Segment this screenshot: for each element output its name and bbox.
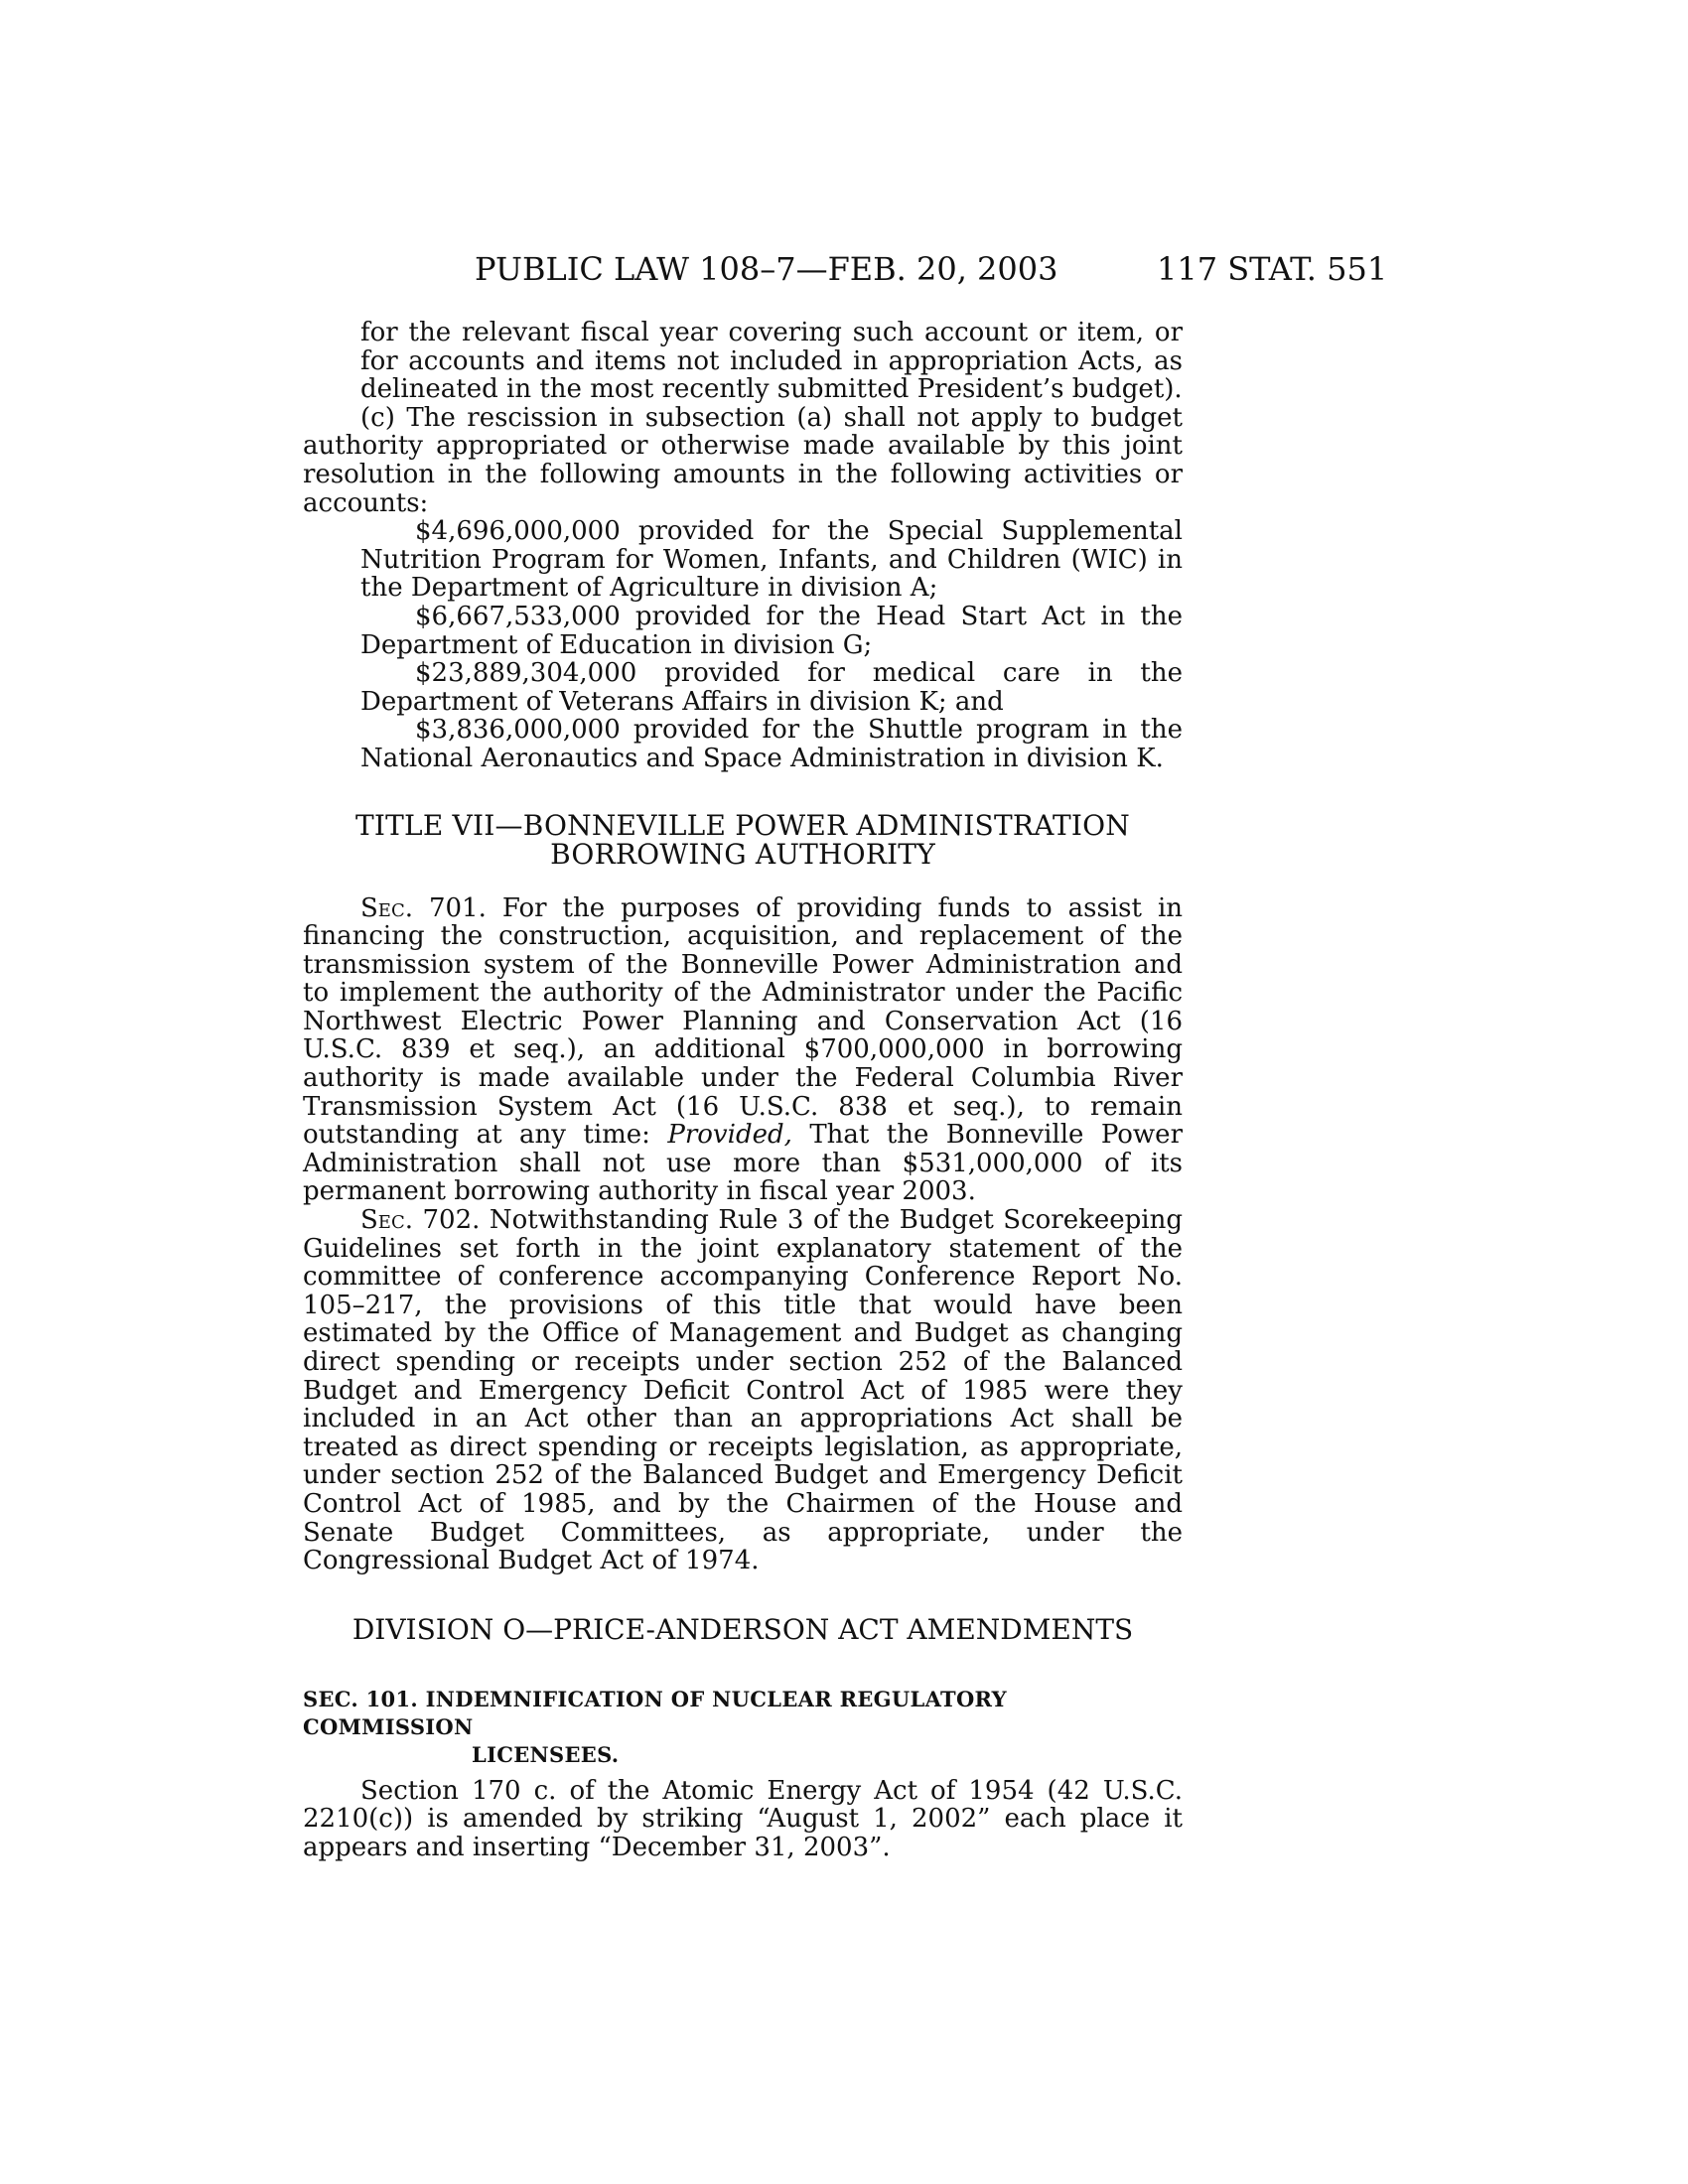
section-101-heading-line1: SEC. 101. INDEMNIFICATION OF NUCLEAR REGULATORY COMMISSION — [303, 1686, 1007, 1739]
amount-item: $6,667,533,000 provided for the Head Start Act in the Department of Education in division G; — [360, 601, 1183, 660]
section-101-text: Section 170 c. of the Atomic Energy Act of 1954 (42 U.S.C. 2210(c)) is amended by striking “August 1, 2002” each place it appears and inserting “December 31, 2003”. — [303, 1775, 1183, 1862]
amount-item: $4,696,000,000 provided for the Special Supplemental Nutrition Program for Women, Infants, and Children (WIC) in the Department of Agriculture in division A; — [360, 516, 1183, 604]
section-701 — [303, 894, 1183, 1207]
section-701-label: Sec. 701. — [360, 892, 487, 923]
section-701-text: For the purposes of providing funds to assist in financing the construction, acquisition, and replacement of the transmission system of the Bonneville Power Administration and to implement the authority of the Administrator under the Pacific Northwest Electric Power Planning and Conservation Act (16 U.S.C. 839 et seq.), an additional $700,000,000 in borrowing authority is made available under the Federal Columbia River Transmission System Act (16 U.S.C. 838 et seq.), to remain outstanding at any time: — [303, 892, 1183, 1151]
amount-item: $23,889,304,000 provided for medical care in the Department of Veterans Affairs in division K; and — [360, 658, 1183, 717]
subsection-c: (c) The rescission in subsection (a) shall not apply to budget authority appropriated or otherwise made available by this joint resolution in the following amounts in the following activities or accounts: — [303, 402, 1183, 518]
title-vii-line1: TITLE VII—BONNEVILLE POWER ADMINISTRATION — [355, 808, 1130, 842]
amount-item: $3,836,000,000 provided for the Shuttle program in the National Aeronautics and Space Administration in division K. — [360, 715, 1183, 773]
page-body — [303, 319, 1183, 1862]
division-o-heading: DIVISION O—PRICE-ANDERSON ACT AMENDMENTS — [352, 1612, 1134, 1646]
section-702 — [303, 1206, 1183, 1575]
section-702-label: Sec. 702. — [360, 1205, 481, 1236]
running-header — [0, 250, 1688, 290]
section-701-provided: Provided, — [667, 1120, 792, 1151]
section-101-heading — [303, 1686, 1183, 1769]
running-title: PUBLIC LAW 108–7—FEB. 20, 2003 — [475, 250, 1058, 288]
page-reference: 117 STAT. 551 — [1157, 250, 1388, 288]
title-vii-line2: BORROWING AUTHORITY — [550, 837, 935, 871]
section-702-text: Notwithstanding Rule 3 of the Budget Scorekeeping Guidelines set forth in the joint explanatory statement of the committee of conference accompanying Conference Report No. 105–217, the provisions of this title that would have been estimated by the Office of Management and Budget as changing direct spending or receipts under section 252 of the Balanced Budget and Emergency Deficit Control Act of 1985 were they included in an Act other than an appropriations Act shall be treated as direct spending or receipts legislation, as appropriate, under section 252 of the Balanced Budget and Emergency Deficit Control Act of 1985, and by the Chairmen of the House and Senate Budget Committees, as appropriate, under the Congressional Budget Act of 1974. — [303, 1205, 1183, 1576]
carryover-paragraph: for the relevant fiscal year covering such account or item, or for accounts and items not included in appropriation Acts, as delineated in the most recently submitted President’s budget). — [360, 318, 1183, 405]
section-701-proviso: That the Bonneville Power Administration shall not use more than $531,000,000 of its permanent borrowing authority in fiscal year 2003. — [303, 1120, 1184, 1207]
section-101-heading-line2: LICENSEES. — [472, 1741, 620, 1767]
title-vii-heading — [303, 808, 1183, 871]
